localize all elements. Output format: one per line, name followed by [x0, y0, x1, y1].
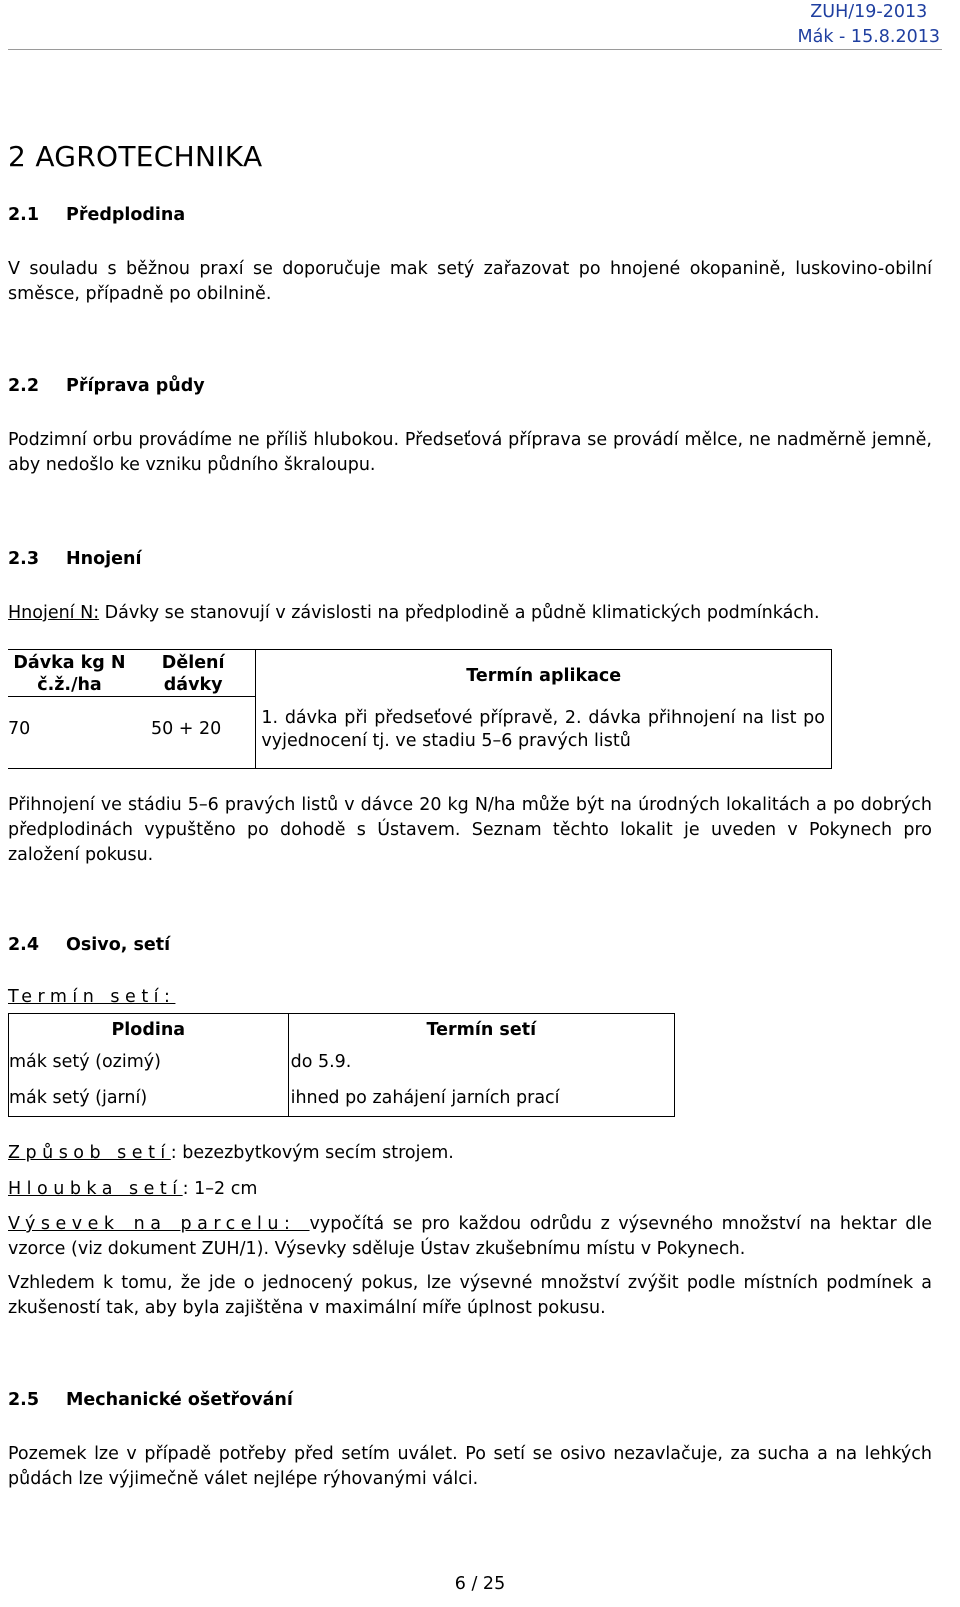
- section-heading-2-1: [8, 205, 185, 225]
- section-title: Osivo, setí: [66, 935, 171, 955]
- table-header-row: [9, 1014, 675, 1047]
- section-text-2-5: Pozemek lze v případě potřeby před setím uválet. Po setí se osivo nezavlačuje, za sucha a na lehkých půdách lze výjimečně válet nejlépe rýhovanými válci.: [8, 1444, 932, 1489]
- seed-rate-text: vypočítá se pro každou odrůdu z výsevného množství na hektar dle vzorce (viz dokument ZUH/1). Výsevky sděluje Ústav zkušebnímu místu v Pokynech.: [8, 1214, 933, 1259]
- section-heading-2-4: [8, 935, 170, 955]
- seed-rate-note: Vzhledem k tomu, že jde o jednocený pokus, lze výsevné množství zvýšit podle místních podmínek a zkušeností tak, aby byla zajištěna v maximální míře úplnost pokusu.: [8, 1273, 932, 1318]
- seed-rate-label: Výsevek na parcelu:: [8, 1214, 310, 1234]
- section-title: Předplodina: [66, 205, 186, 225]
- table-header-row: [8, 650, 832, 697]
- section-number: 2.2: [8, 376, 40, 396]
- header-divider: [8, 49, 942, 50]
- seed-rate: [8, 1212, 932, 1262]
- sowing-table: [8, 1013, 675, 1117]
- fertilization-intro: [8, 601, 932, 626]
- section-title: Hnojení: [66, 549, 142, 569]
- header-dose: Dávka kg N č.ž./ha: [8, 650, 131, 697]
- section-number: 2.5: [8, 1390, 40, 1410]
- table-row: [9, 1081, 675, 1117]
- section-heading-2-3: [8, 549, 141, 569]
- cell-crop: mák setý (ozimý): [9, 1047, 289, 1081]
- fertilization-label: Hnojení N:: [8, 603, 100, 623]
- sowing-depth-label: Hloubka setí: [8, 1179, 183, 1199]
- chapter-title: 2 AGROTECHNIKA: [8, 140, 263, 173]
- section-heading-2-5: [8, 1390, 293, 1410]
- page-header: [798, 0, 940, 50]
- sowing-method: [8, 1141, 932, 1166]
- sowing-depth: [8, 1177, 932, 1202]
- header-split: Dělení dávky: [131, 650, 256, 697]
- section-text-2-2: Podzimní orbu provádíme ne příliš hlubokou. Předseťová příprava se provádí mělce, ne nadměrně jemně, aby nedošlo ke vzniku půdního škraloupu.: [8, 430, 932, 475]
- cell-crop: mák setý (jarní): [9, 1081, 289, 1117]
- section-text-2-1: V souladu s běžnou praxí se doporučuje mak setý zařazovat po hnojené okopanině, luskovino-obilní směsce, případně po obilnině.: [8, 259, 932, 304]
- sowing-method-label: Způsob setí: [8, 1143, 171, 1163]
- section-title: Mechanické ošetřování: [66, 1390, 293, 1410]
- cell-application-term: 1. dávka při předseťové přípravě, 2. dávka přihnojení na list po vyjednocení tj. ve stadiu 5–6 pravých listů: [256, 697, 832, 769]
- page-number: 6 / 25: [454, 1574, 506, 1594]
- doc-id: ZUH/19-2013: [810, 2, 928, 22]
- cell-term: ihned po zahájení jarních prací: [288, 1081, 674, 1117]
- section-number: 2.4: [8, 935, 40, 955]
- sowing-depth-text: : 1–2 cm: [182, 1179, 258, 1199]
- header-application-term: Termín aplikace: [256, 650, 832, 697]
- crop-date: Mák - 15.8.2013: [797, 27, 940, 47]
- table-row: [8, 697, 832, 769]
- table-row: [9, 1047, 675, 1081]
- fertilization-text: Dávky se stanovují v závislosti na předplodině a půdně klimatických podmínkách.: [99, 603, 820, 623]
- section-heading-2-2: [8, 376, 205, 396]
- fertilization-note: Přihnojení ve stádiu 5–6 pravých listů v dávce 20 kg N/ha může být na úrodných lokalitách a po dobrých předplodinách vypuštěno po dohodě s Ústavem. Seznam těchto lokalit je uveden v Pokynech pro založení pokusu.: [8, 795, 932, 865]
- section-title: Příprava půdy: [66, 376, 205, 396]
- cell-dose: 70: [8, 697, 131, 769]
- sowing-term-label: Termín setí:: [8, 987, 176, 1007]
- cell-split: 50 + 20: [131, 697, 256, 769]
- cell-term: do 5.9.: [288, 1047, 674, 1081]
- header-sowing-term: Termín setí: [288, 1014, 674, 1047]
- section-number: 2.3: [8, 549, 40, 569]
- section-number: 2.1: [8, 205, 40, 225]
- fertilization-table: [8, 649, 832, 769]
- header-crop: Plodina: [9, 1014, 289, 1047]
- sowing-method-text: : bezezbytkovým secím strojem.: [170, 1143, 454, 1163]
